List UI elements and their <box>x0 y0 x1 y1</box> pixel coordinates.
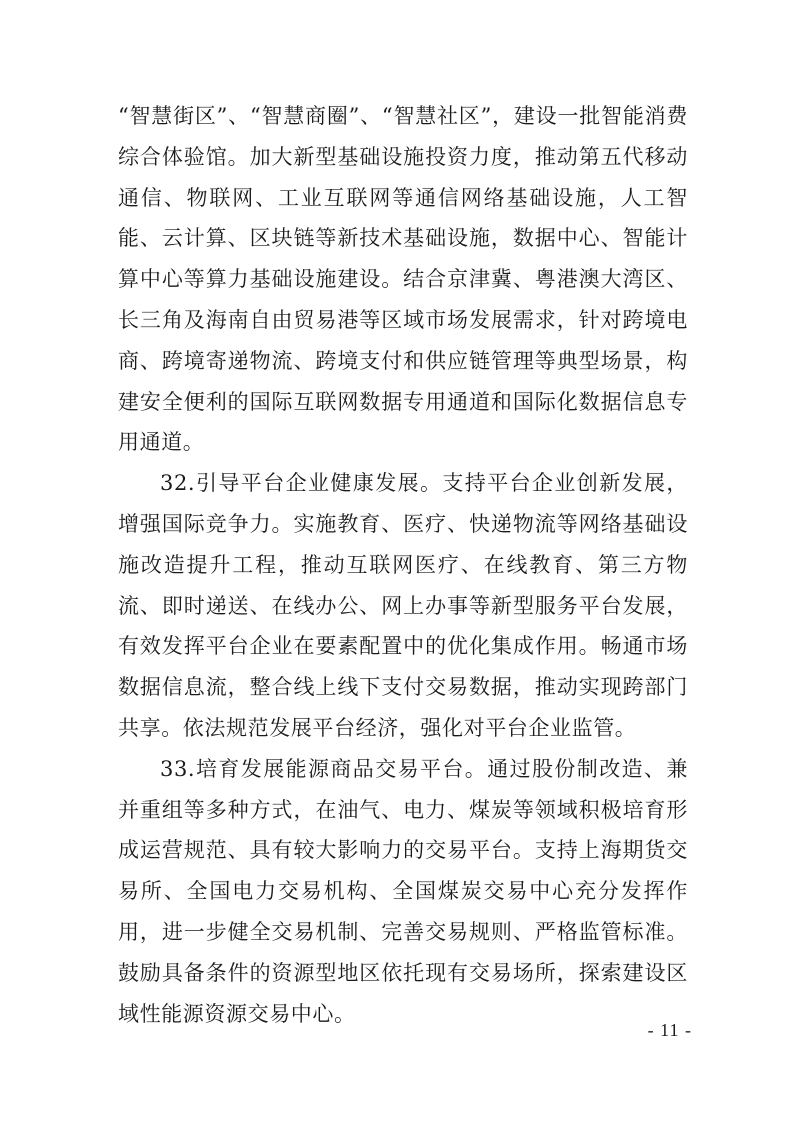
paragraph-item-32: 32.引导平台企业健康发展。支持平台企业创新发展，增强国际竞争力。实施教育、医疗、快递物流等网络基础设施改造提升工程，推动互联网医疗、在线教育、第三方物流、即时递送、在线办公、网上办事等新型服务平台发展，有效发挥平台企业在要素配置中的优化集成作用。畅通市场数据信息流，整合线上线下支付交易数据，推动实现跨部门共享。依法规范发展平台经济，强化对平台企业监管。 <box>118 471 688 740</box>
paragraph-continued: “智慧街区”、“智慧商圈”、“智慧社区”，建设一批智能消费综合体验馆。加大新型基础设施投资力度，推动第五代移动通信、物联网、工业互联网等通信网络基础设施，人工智能、云计算、区块链等新技术基础设施，数据中心、智能计算中心等算力基础设施建设。结合京津冀、粤港澳大湾区、长三角及海南自由贸易港等区域市场发展需求，针对跨境电商、跨境寄递物流、跨境支付和供应链管理等典型场景，构建安全便利的国际互联网数据专用通道和国际化数据信息专用通道。 <box>118 104 688 455</box>
paragraph-item-33: 33.培育发展能源商品交易平台。通过股份制改造、兼并重组等多种方式，在油气、电力、煤炭等领域积极培育形成运营规范、具有较大影响力的交易平台。支持上海期货交易所、全国电力交易机构、全国煤炭交易中心充分发挥作用，进一步健全交易机制、完善交易规则、严格监管标准。鼓励具备条件的资源型地区依托现有交易场所，探索建设区域性能源资源交易中心。 <box>118 756 688 1026</box>
document-body <box>118 96 688 1034</box>
page-number: - 11 - <box>647 1020 692 1040</box>
